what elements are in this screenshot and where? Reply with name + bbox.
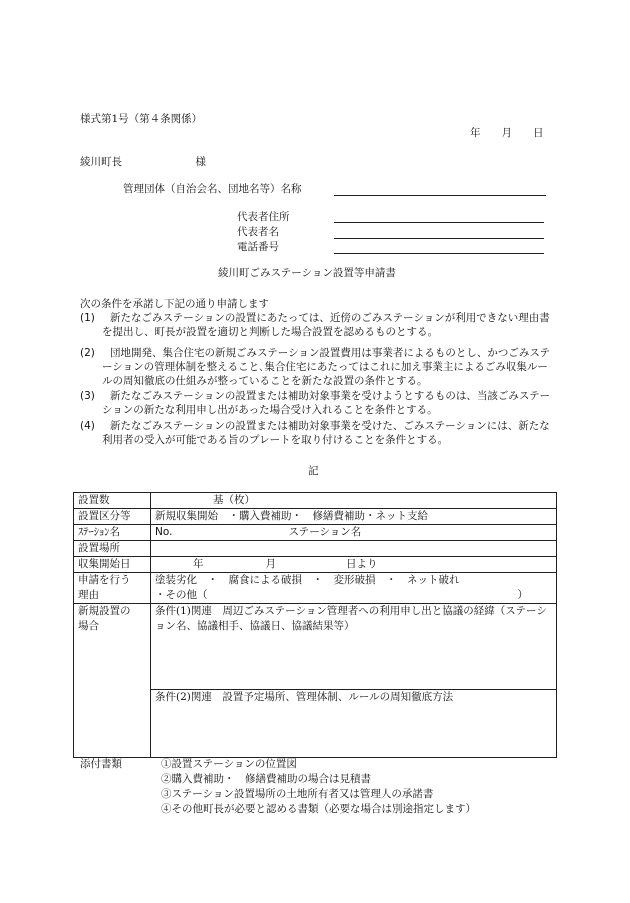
reason-cell[interactable] — [151, 573, 557, 604]
phone-field-line[interactable] — [334, 253, 544, 254]
phone-label: 電話番号 — [237, 241, 279, 253]
count-label: 設置数 — [74, 493, 151, 509]
reason-label — [74, 573, 151, 604]
station-name-label: ステーション名 — [288, 526, 362, 538]
org-name-label: 管理団体（自治会名、団地名等）名称 — [123, 183, 302, 195]
attachment-item: ③ステーション設置場所の土地所有者又は管理人の承諾書 — [161, 788, 434, 800]
attachment-item: ②購入費補助・ 修繕費補助の場合は見積書 — [161, 773, 371, 785]
form-number: 様式第1号（第４条関係） — [80, 113, 203, 125]
start-month: 月 — [265, 558, 276, 570]
count-cell[interactable] — [151, 493, 557, 509]
location-cell[interactable] — [151, 541, 557, 557]
org-name-field-line[interactable] — [334, 195, 546, 196]
start-date-cell[interactable] — [151, 557, 557, 573]
document-title: 綾川町ごみステーション設置等申請書 — [218, 267, 396, 279]
reason-other: ・その他（ — [155, 589, 208, 601]
attachment-item: ①設置ステーションの位置図 — [161, 758, 297, 770]
rep-name-label: 代表者名 — [237, 226, 279, 238]
attachment-item: ④その他町長が必要と認める書類（必要な場合は別途指定します） — [161, 803, 476, 815]
reason-label-line1: 申請を行う — [78, 574, 131, 586]
date-line: 年 月 日 — [470, 127, 544, 139]
attachments-label: 添付書類 — [80, 758, 122, 770]
rep-address-label: 代表者住所 — [237, 211, 290, 223]
condition-number: (3) — [80, 390, 95, 402]
station-label: ｽﾃｰｼｮﾝ名 — [74, 525, 151, 541]
new-install-label-line2: 場合 — [78, 620, 99, 632]
condition-text: 新たなごみステーションの設置にあたっては、近傍のごみステーションが利用できない理由書を提出し、町長が設置を適切と判断した場合設置を認めるものとする。 — [102, 312, 550, 339]
condition-number: (2) — [80, 347, 95, 359]
intro-text: 次の条件を承諾し下記の通り申請します — [80, 298, 269, 310]
condition-text: 新たなごみステーションの設置または補助対象事業を受けた、ごみステーションには、新たな利用者の受入が可能である旨のプレートを取り付けることを条件とする。 — [102, 420, 550, 447]
reason-label-line2: 理由 — [78, 589, 99, 601]
rep-address-field-line[interactable] — [334, 222, 544, 223]
condition-number: (1) — [80, 312, 95, 324]
rep-name-field-line[interactable] — [334, 238, 544, 239]
condition-number: (4) — [80, 420, 95, 432]
location-label: 設置場所 — [74, 541, 151, 557]
category-label: 設置区分等 — [74, 509, 151, 525]
station-cell[interactable] — [151, 525, 557, 541]
condition1-cell[interactable]: 条件(1)関連 周辺ごみステーション管理者への利用申し出と協議の経緯（ステーション名、協議相手、協議日、協議結果等） — [151, 604, 557, 690]
start-date-label: 収集開始日 — [74, 557, 151, 573]
start-year: 年 — [193, 558, 204, 570]
addressee: 綾川町長 様 — [80, 156, 206, 168]
new-install-label-line1: 新規設置の — [78, 605, 131, 617]
condition-text: 団地開発、集合住宅の新規ごみステーション設置費用は事業者によるものとし、かつごみステーションの管理体制を整えること､集合住宅にあたってはこれに加え事業主によるごみ収集ルールの周知徹底の仕組みが整っていることを新たな設置の条件とする。 — [102, 347, 551, 388]
reason-other-close: ） — [517, 589, 528, 601]
condition2-cell[interactable]: 条件(2)関連 設置予定場所、管理体制、ルールの周知徹底方法 — [151, 690, 557, 758]
category-value[interactable]: 新規収集開始 ・購入費補助・ 修繕費補助・ネット支給 — [151, 509, 557, 525]
start-day: 日より — [346, 558, 378, 570]
new-install-label — [74, 604, 151, 758]
ki-heading: 記 — [308, 465, 319, 477]
application-table — [73, 492, 557, 758]
station-no: No. — [155, 526, 173, 538]
reason-options: 塗装劣化 ・ 腐食による破損 ・ 変形破損 ・ ネット破れ — [155, 574, 460, 586]
count-value: 基（枚） — [213, 494, 255, 506]
condition-text: 新たなごみステーションの設置または補助対象事業を受けようとするものは、当該ごみステーションの新たな利用申し出があった場合受け入れることを条件とする。 — [102, 390, 551, 417]
